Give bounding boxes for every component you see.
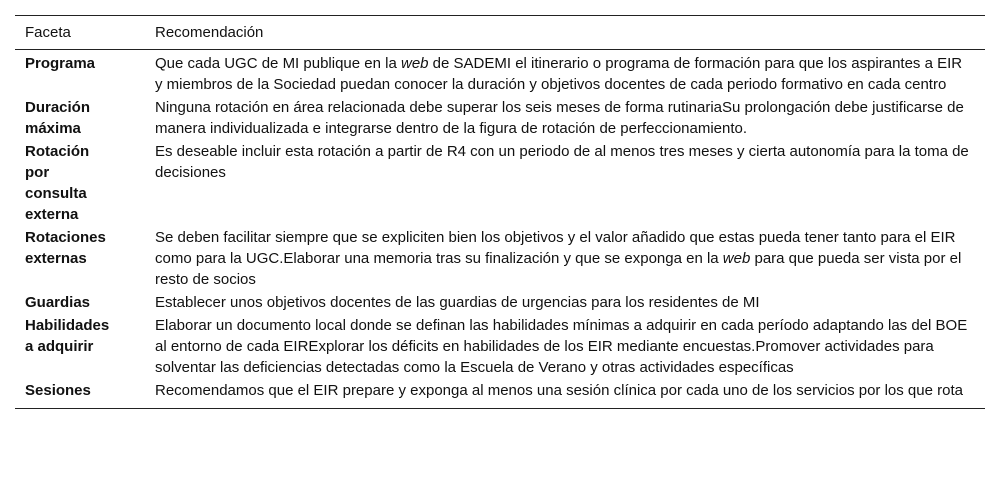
table-row [15, 227, 985, 292]
facet-label: Sesiones [25, 382, 91, 399]
facet-label: externas [25, 250, 87, 267]
facet-label: Guardias [25, 294, 91, 311]
recommendation-cell [145, 97, 985, 141]
facet-label: Duración [25, 99, 91, 116]
facet-cell [15, 97, 145, 141]
facet-cell [15, 50, 145, 98]
recommendation-italic-text: web [400, 55, 429, 72]
facet-cell [15, 380, 145, 409]
recommendation-cell [145, 50, 985, 98]
recommendation-text: Establecer unos objetivos docentes de las guardias de urgencias para los residentes de MI [155, 294, 760, 311]
facet-label: Rotación [25, 143, 90, 160]
facet-label: a adquirir [25, 338, 94, 355]
recommendation-text: para que pueda ser vista por el resto de socios [155, 250, 962, 288]
facet-label: externa [25, 206, 79, 223]
recommendation-cell [145, 315, 985, 380]
recommendation-cell [145, 380, 985, 409]
table-header-row [15, 16, 985, 50]
table-row [15, 50, 985, 98]
recommendation-text: Ninguna rotación en área relacionada debe superar los seis meses de forma rutinariaSu prolongación debe justificarse de manera individualizada e integrarse dentro de la figura de rotación de perfeccionamiento. [155, 99, 964, 137]
recommendation-cell [145, 141, 985, 227]
recommendation-text: Recomendamos que el EIR prepare y exponga al menos una sesión clínica por cada uno de los servicios por los que rota [155, 382, 963, 399]
table-row [15, 141, 985, 227]
facet-cell [15, 227, 145, 292]
facet-label: máxima [25, 120, 81, 137]
recommendation-text: Elaborar un documento local donde se definan las habilidades mínimas a adquirir en cada período adaptando las del BOE al entorno de cada EIRExplorar los déficits en habilidades de los EIR mediante encuestas.Promover actividades para solventar las deficiencias detectadas como la Escuela de Verano y otras actividades específicas [155, 317, 968, 376]
table-row [15, 380, 985, 409]
facet-label: Programa [25, 55, 96, 72]
facet-label: consulta [25, 185, 87, 202]
recommendations-table [15, 15, 985, 409]
facet-label: Habilidades [25, 317, 110, 334]
header-recomendacion: Recomendación [155, 24, 264, 41]
recommendation-cell [145, 227, 985, 292]
facet-cell [15, 315, 145, 380]
recommendation-italic-text: web [722, 250, 751, 267]
table-row [15, 315, 985, 380]
table-row [15, 292, 985, 315]
recommendation-text: de SADEMI el itinerario o programa de formación para que los aspirantes a EIR y miembros de la Sociedad puedan conocer la duración y objetivos docentes de cada periodo formativo en cada centro [155, 55, 963, 93]
table-body [15, 50, 985, 409]
recommendation-text: Se deben facilitar siempre que se expliciten bien los objetivos y el valor añadido que estas pueda tener tanto para el EIR como para la UGC.Elaborar una memoria tras su finalización y que se exponga en la [155, 229, 956, 267]
facet-cell [15, 141, 145, 227]
header-faceta: Faceta [25, 24, 71, 41]
recommendation-cell [145, 292, 985, 315]
recommendation-text: Que cada UGC de MI publique en la [155, 55, 401, 72]
facet-label: por [25, 164, 50, 181]
recommendations-table-container [15, 15, 985, 409]
table-row [15, 97, 985, 141]
recommendation-text: Es deseable incluir esta rotación a partir de R4 con un periodo de al menos tres meses y cierta autonomía para la toma de decisiones [155, 143, 969, 181]
facet-cell [15, 292, 145, 315]
facet-label: Rotaciones [25, 229, 106, 246]
